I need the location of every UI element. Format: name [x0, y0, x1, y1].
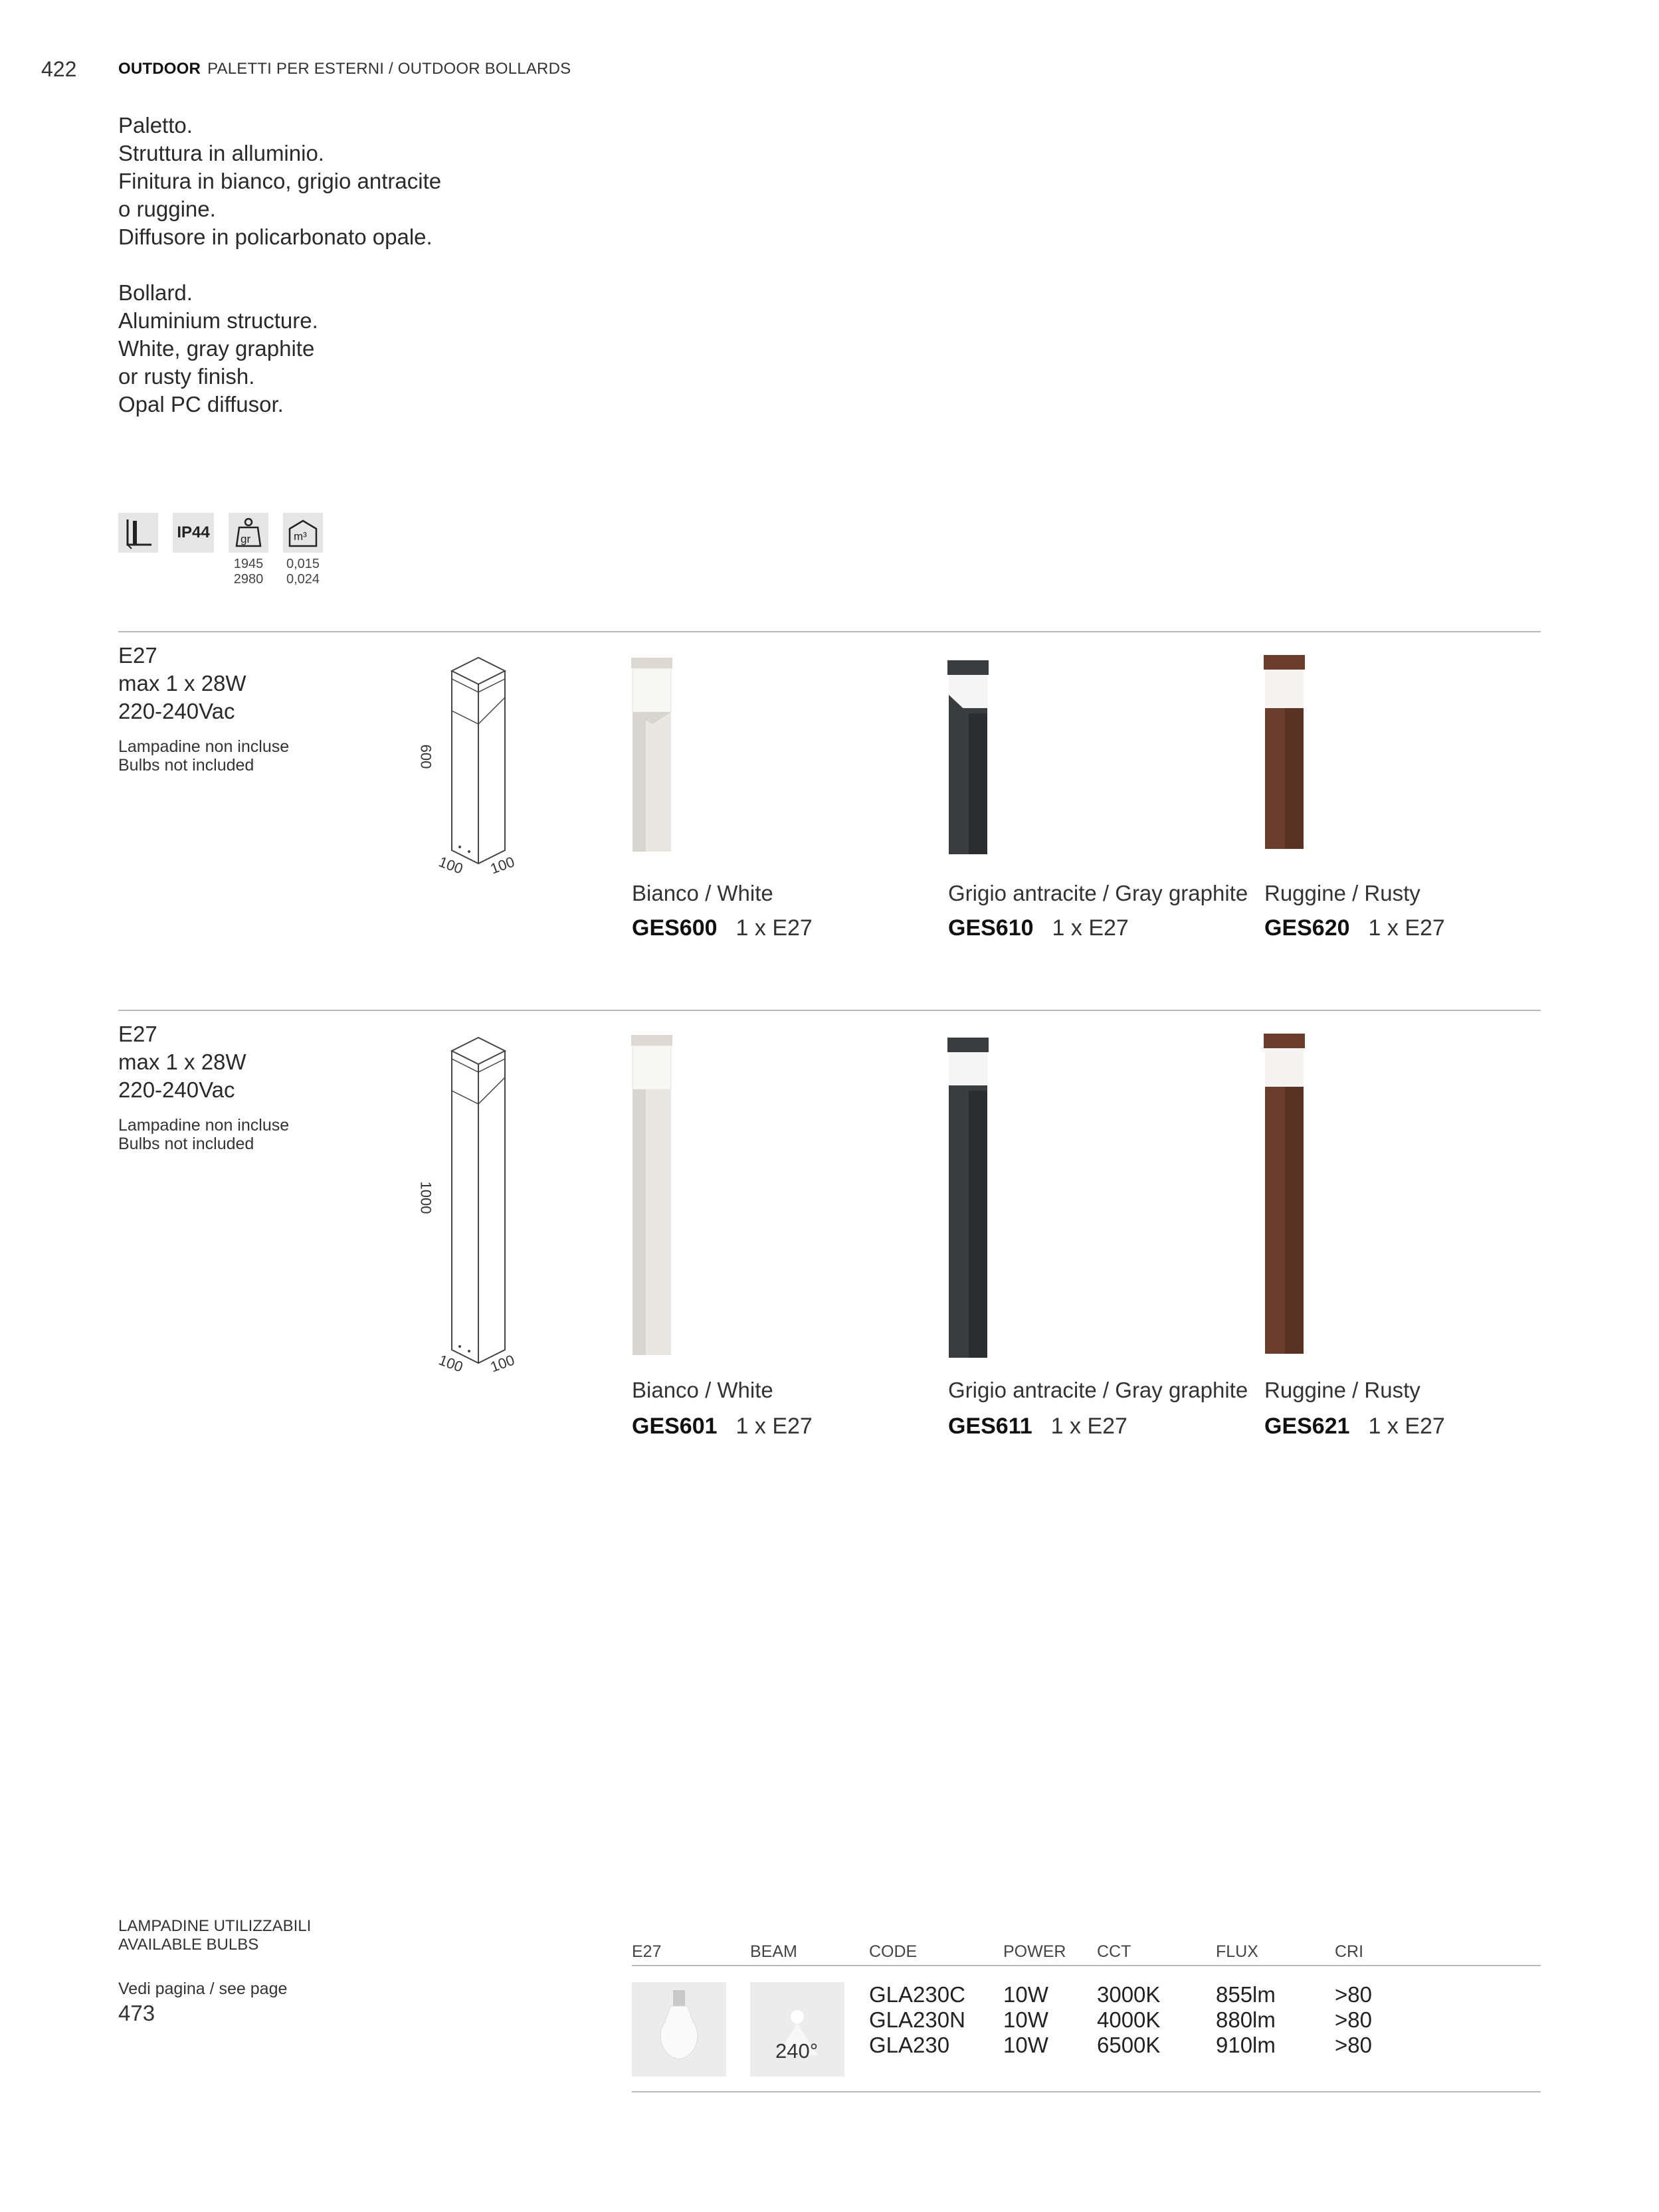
bulb-code: GLA230N [869, 2007, 965, 2032]
spec-line: 220-240Vac [118, 699, 235, 723]
table-bottom-rule [632, 2091, 1541, 2092]
product-socket: 1 x E27 [735, 915, 813, 941]
bulbs-title-line: LAMPADINE UTILIZZABILI [118, 1917, 312, 1935]
description-line: o ruggine. [118, 197, 216, 221]
product-image-white [629, 658, 675, 857]
bulb-power: 10W [1003, 1982, 1048, 2007]
note-line: Lampadine non incluse [118, 737, 290, 756]
product-socket: 1 x E27 [1368, 915, 1445, 941]
bulb-code: GLA230 [869, 2033, 950, 2057]
product-code: GES610 [948, 915, 1034, 941]
description-line: Aluminium structure. [118, 308, 318, 333]
product-socket: 1 x E27 [1052, 915, 1129, 941]
variant-code [948, 1414, 1127, 1439]
description-line: Paletto. [118, 113, 193, 138]
product-description [118, 112, 441, 418]
width-label: 100 [437, 853, 466, 877]
product-image-graphite [945, 1038, 991, 1363]
spec-line: 220-240Vac [118, 1077, 235, 1102]
page-header [118, 60, 571, 78]
section-title: OUTDOOR [118, 60, 201, 78]
weight-value: 2980 [233, 572, 264, 587]
product-code: GES600 [632, 915, 718, 941]
product-code: GES621 [1264, 1414, 1350, 1439]
volume-icon-label: m³ [294, 530, 307, 543]
bulb-flux: 855lm [1216, 1982, 1276, 2007]
section-spec [118, 1020, 289, 1153]
variant-code [1264, 915, 1445, 941]
product-image-graphite [945, 660, 991, 860]
bulb-cri: >80 [1335, 2007, 1372, 2032]
product-image-white [629, 1035, 675, 1360]
ip-rating-icon: IP44 [173, 513, 214, 553]
spec-line: E27 [118, 643, 157, 668]
description-line: Diffusore in policarbonato opale. [118, 225, 433, 249]
bulb-code: GLA230C [869, 1982, 965, 2007]
table-column-code [869, 1982, 965, 2058]
bulb-note [118, 737, 289, 775]
bulb-cri: >80 [1335, 1982, 1372, 2007]
weight-values [222, 557, 275, 587]
bulb-cct: 3000K [1097, 1982, 1161, 2007]
bulb-note [118, 1116, 289, 1153]
product-code: GES620 [1264, 915, 1350, 941]
column-header: E27 [632, 1942, 662, 1961]
description-line: Finitura in bianco, grigio antracite [118, 169, 442, 193]
spec-line: E27 [118, 1022, 157, 1046]
variant-code [948, 915, 1129, 941]
column-header: CODE [869, 1942, 918, 1961]
variant-code [632, 915, 813, 941]
product-image-rusty [1261, 1034, 1308, 1359]
variant-label: Bianco / White [632, 881, 773, 905]
dimension-drawing [432, 651, 538, 877]
volume-value: 0,024 [286, 572, 320, 587]
page-number: 422 [41, 57, 77, 81]
variant-code [632, 1414, 813, 1439]
width-label: 100 [437, 1351, 466, 1376]
volume-value: 0,015 [286, 557, 320, 571]
section-divider [118, 631, 1541, 632]
table-column-power [1003, 1982, 1048, 2058]
height-label: 1000 [417, 1181, 435, 1214]
variant-label: Ruggine / Rusty [1264, 881, 1420, 905]
note-line: Lampadine non incluse [118, 1116, 290, 1135]
bulbs-title-line: AVAILABLE BULBS [118, 1936, 259, 1954]
bulbs-title [118, 1917, 311, 1954]
column-header: BEAM [750, 1942, 797, 1961]
volume-values [276, 557, 330, 587]
bulb-flux: 880lm [1216, 2007, 1276, 2032]
bulb-power: 10W [1003, 2007, 1048, 2032]
beam-angle-icon [750, 1982, 844, 2076]
bulb-cct: 6500K [1097, 2033, 1161, 2057]
depth-label: 100 [488, 1351, 517, 1376]
description-line: Bollard. [118, 280, 193, 305]
bulb-thumbnail [632, 1982, 726, 2076]
spec-line: max 1 x 28W [118, 671, 246, 695]
see-page-link[interactable]: 473 [118, 2001, 155, 2025]
section-divider [118, 1010, 1541, 1011]
product-socket: 1 x E27 [735, 1414, 813, 1439]
variant-code [1264, 1414, 1445, 1439]
product-socket: 1 x E27 [1050, 1414, 1127, 1439]
table-column-cct [1097, 1982, 1160, 2058]
beam-angle-value: 240° [775, 2039, 819, 2063]
weight-icon-label: gr [241, 533, 251, 545]
product-code: GES611 [948, 1414, 1032, 1439]
variant-label: Grigio antracite / Gray graphite [948, 1378, 1248, 1402]
floor-mount-icon [118, 513, 158, 553]
table-header-rule [632, 1965, 1541, 1966]
bulb-cri: >80 [1335, 2033, 1372, 2057]
height-label: 600 [417, 744, 435, 769]
product-code: GES601 [632, 1414, 718, 1439]
spec-line: max 1 x 28W [118, 1050, 246, 1074]
depth-label: 100 [488, 853, 517, 877]
column-header: FLUX [1216, 1942, 1258, 1961]
table-column-cri [1335, 1982, 1372, 2058]
note-line: Bulbs not included [118, 1135, 254, 1153]
section-spec [118, 642, 289, 775]
bulb-power: 10W [1003, 2033, 1048, 2057]
column-header: POWER [1003, 1942, 1066, 1961]
variant-label: Grigio antracite / Gray graphite [948, 881, 1248, 905]
note-line: Bulbs not included [118, 756, 254, 775]
weight-icon [229, 513, 268, 553]
section-subtitle: PALETTI PER ESTERNI / OUTDOOR BOLLARDS [207, 60, 571, 78]
bulb-flux: 910lm [1216, 2033, 1276, 2057]
volume-icon [283, 513, 323, 553]
description-line: or rusty finish. [118, 364, 255, 389]
column-header: CRI [1335, 1942, 1364, 1961]
description-line: Struttura in alluminio. [118, 141, 324, 165]
bulb-cct: 4000K [1097, 2007, 1161, 2032]
weight-value: 1945 [233, 557, 264, 571]
variant-label: Ruggine / Rusty [1264, 1378, 1420, 1402]
table-column-flux [1216, 1982, 1276, 2058]
see-page-label: Vedi pagina / see page [118, 1980, 288, 1998]
column-header: CCT [1097, 1942, 1131, 1961]
description-line: White, gray graphite [118, 336, 315, 361]
dimension-drawing [432, 1031, 538, 1376]
product-socket: 1 x E27 [1368, 1414, 1445, 1439]
description-line: Opal PC diffusor. [118, 392, 284, 416]
product-image-rusty [1261, 655, 1308, 854]
variant-label: Bianco / White [632, 1378, 773, 1402]
